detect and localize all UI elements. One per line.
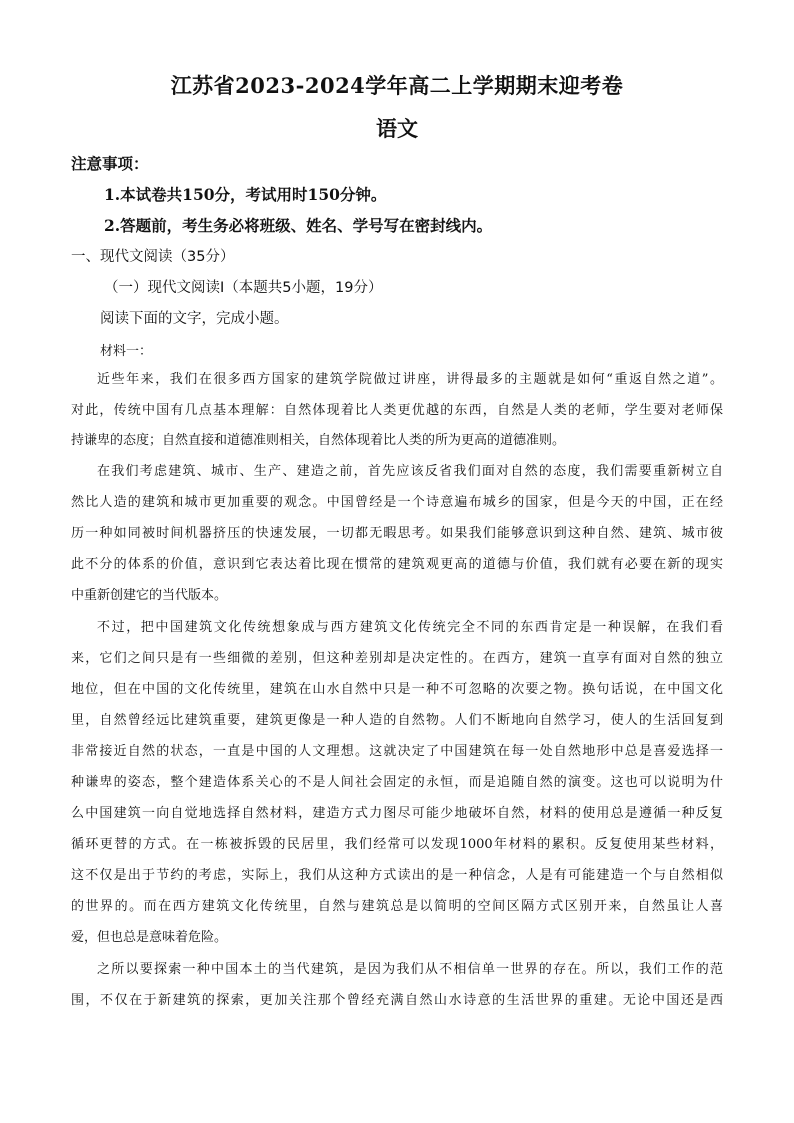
- body-line: 此不分的体系的价值，意识到它表达着比现在惯常的建筑观更高的道德与价值，我们就有必要在新的现实: [71, 557, 723, 572]
- body-line: 么中国建筑一向自觉地选择自然材料，建造方式力图尽可能少地破坏自然，材料的使用总是遵循一种反复: [71, 806, 723, 821]
- body-line: 非常接近自然的状态，一直是中国的人文理想。这就决定了中国建筑在每一处自然地形中总是喜爱选择一: [71, 744, 723, 759]
- body-line: 对此，传统中国有几点基本理解：自然体现着比人类更优越的东西，自然是人类的老师，学生要对老师保: [71, 403, 723, 418]
- body-line: 历一种如同被时间机器挤压的快速发展，一切都无暇思考。如果我们能够意识到这种自然、建筑、城市彼: [71, 526, 723, 541]
- material-label: 材料一：: [100, 344, 153, 359]
- exam-title: 江苏省2023-2024学年高二上学期期末迎考卷: [170, 73, 624, 98]
- subsection-heading: （一）现代文阅读Ⅰ（本题共5小题，19分）: [104, 280, 383, 296]
- exam-subject: 语文: [376, 116, 418, 141]
- body-line: 之所以要探索一种中国本土的当代建筑，是因为我们从不相信单一世界的存在。所以，我们工作的范: [97, 962, 723, 977]
- body-line: 持谦卑的态度；自然直接和道德准则相关，自然体现着比人类的所为更高的道德准则。: [71, 433, 566, 448]
- notice-item-1: 1.本试卷共150分，考试用时150分钟。: [104, 185, 387, 204]
- body-line: 循环更替的方式。在一栋被拆毁的民居里，我们经常可以发现1000年材料的累积。反复使用某些材料，: [71, 837, 723, 852]
- reading-instruction: 阅读下面的文字，完成小题。: [100, 311, 289, 327]
- body-line: 近些年来，我们在很多西方国家的建筑学院做过讲座，讲得最多的主题就是如何“重返自然之道”。: [97, 372, 723, 387]
- body-line: 的世界的。而在西方建筑文化传统里，自然与建筑总是以简明的空间区隔方式区别开来，自然虽让人喜: [71, 899, 723, 914]
- section-heading: 一、现代文阅读（35分）: [71, 249, 235, 265]
- body-line: 种谦卑的姿态，整个建造体系关心的不是人间社会固定的永恒，而是追随自然的演变。这也可以说明为什: [71, 775, 723, 790]
- body-line: 地位，但在中国的文化传统里，建筑在山水自然中只是一种不可忽略的次要之物。换句话说，在中国文化: [71, 682, 723, 697]
- body-line: 在我们考虑建筑、城市、生产、建造之前，首先应该反省我们面对自然的态度，我们需要重新树立自: [97, 464, 723, 479]
- notice-heading: 注意事项：: [71, 154, 149, 173]
- body-line: 里，自然曾经远比建筑重要，建筑更像是一种人造的自然物。人们不断地向自然学习，使人的生活回复到: [71, 713, 723, 728]
- body-line: 然比人造的建筑和城市更加重要的观念。中国曾经是一个诗意遍布城乡的国家，但是今天的中国，正在经: [71, 495, 723, 510]
- body-line: 围，不仅在于新建筑的探索，更加关注那个曾经充满自然山水诗意的生活世界的重建。无论中国还是西: [71, 993, 723, 1008]
- body-line: 中重新创建它的当代版本。: [71, 588, 228, 603]
- body-line: 不过，把中国建筑文化传统想象成与西方建筑文化传统完全不同的东西肯定是一种误解，在我们看: [97, 620, 723, 635]
- notice-item-2: 2.答题前，考生务必将班级、姓名、学号写在密封线内。: [104, 216, 493, 235]
- body-line: 来，它们之间只是有一些细微的差别，但这种差别却是决定性的。在西方，建筑一直享有面对自然的独立: [71, 651, 723, 666]
- body-line: 爱，但也总是意味着危险。: [71, 930, 228, 945]
- body-line: 这不仅是出于节约的考虑，实际上，我们从这种方式读出的是一种信念，人是有可能建造一个与自然相似: [71, 868, 723, 883]
